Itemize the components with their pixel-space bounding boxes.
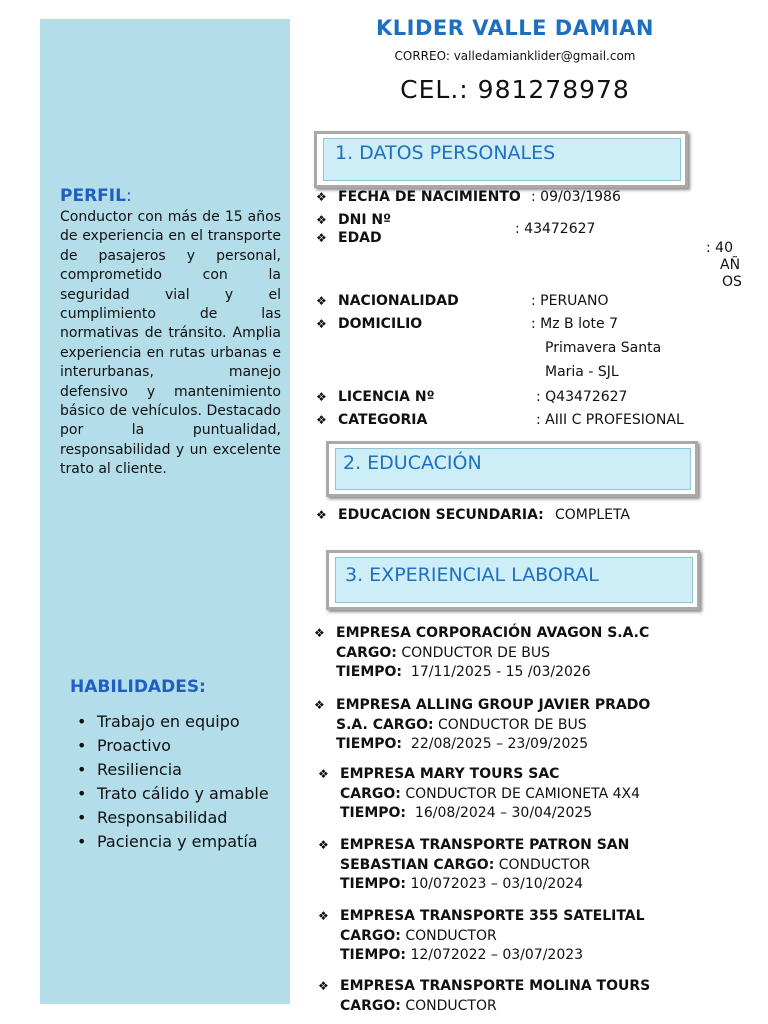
empresa-name: EMPRESA TRANSPORTE MOLINA TOURS (340, 978, 651, 994)
experience-item (318, 977, 651, 1016)
section-experiencia (326, 550, 700, 610)
bullet-icon: ❖ (318, 979, 329, 993)
bullet-icon: ❖ (316, 317, 327, 331)
habilidad-item: • Paciencia y empatía (75, 832, 297, 852)
tiempo-value: 17/11/2025 - 15 /03/2026 (410, 664, 591, 680)
bullet-icon: ❖ (316, 231, 327, 245)
habilidad-item: • Responsabilidad (75, 808, 297, 828)
educacion-label: EDUCACION SECUNDARIA: (338, 507, 544, 523)
cargo-label: CARGO: (336, 644, 397, 661)
empresa-cargo-label: SEBASTIAN CARGO: (340, 856, 495, 873)
section-title: 3. EXPERIENCIAL LABORAL (345, 564, 599, 586)
edad-value-line2: AÑ (720, 257, 741, 273)
email-line: CORREO: valledamianklider@gmail.com (394, 49, 636, 63)
dni-label: DNI Nº (338, 212, 392, 228)
tiempo-value: 22/08/2025 – 23/09/2025 (410, 736, 589, 752)
bullet-icon: ❖ (316, 190, 327, 204)
fecha-value: : 09/03/1986 (531, 189, 621, 205)
habilidad-item: • Resiliencia (75, 760, 297, 780)
habilidades-heading: HABILIDADES: (70, 677, 206, 697)
domicilio-value: : Mz B lote 7 (531, 316, 619, 332)
empresa-name: EMPRESA TRANSPORTE 355 SATELITAL (340, 908, 645, 924)
section-title: 1. DATOS PERSONALES (335, 142, 556, 164)
categoria-label: CATEGORIA (338, 412, 428, 428)
bullet-icon: ❖ (316, 294, 327, 308)
habilidad-item: • Trato cálido y amable (75, 784, 297, 804)
empresa-cargo-label: S.A. CARGO: (336, 716, 434, 733)
domicilio-label: DOMICILIO (338, 316, 423, 332)
perfil-heading (60, 186, 132, 206)
educacion-value: COMPLETA (555, 507, 631, 523)
perfil-colon: : (125, 186, 132, 206)
tiempo-value: 10/072023 – 03/10/2024 (410, 876, 584, 892)
candidate-name: KLIDER VALLE DAMIAN (376, 16, 654, 40)
cargo-value: CONDUCTOR DE BUS (401, 644, 550, 661)
tiempo-label: TIEMPO: (340, 805, 407, 821)
tiempo-value: 16/08/2024 – 30/04/2025 (414, 805, 593, 821)
licencia-value: : Q43472627 (536, 389, 628, 405)
tiempo-label: TIEMPO: (340, 947, 407, 963)
section-datos-personales (314, 131, 688, 188)
cargo-label: CARGO: (340, 785, 401, 802)
section-title: 2. EDUCACIÓN (343, 452, 482, 474)
perfil-text: Conductor con más de 15 años de experiencia en el transporte de pasajeros y personal, comprometido con la seguridad vial y el cumplimiento de las normativas de tránsito. Amplia experiencia en rutas urbanas e interurbanas, manejo defensivo y mantenimiento básico de vehículos. Destacado por la puntualidad, responsabilidad y un excelente trato al cliente. (60, 209, 281, 478)
tiempo-label: TIEMPO: (336, 664, 403, 680)
bullet-icon: ❖ (316, 390, 327, 404)
empresa-name: EMPRESA ALLING GROUP JAVIER PRADO (336, 697, 651, 713)
habilidad-item: • Trabajo en equipo (75, 712, 297, 732)
tiempo-label: TIEMPO: (336, 736, 403, 752)
perfil-title-text: PERFIL (60, 186, 126, 206)
phone-line: CEL.: 981278978 (400, 75, 630, 104)
experience-item (314, 696, 651, 755)
domicilio-value-line2: Primavera Santa (545, 340, 662, 356)
empresa-name: EMPRESA TRANSPORTE PATRON SAN (340, 837, 630, 853)
cargo-value: CONDUCTOR (405, 927, 497, 944)
empresa-name: EMPRESA CORPORACIÓN AVAGON S.A.C (336, 625, 650, 641)
edad-label: EDAD (338, 230, 382, 246)
habilidad-item: • Proactivo (75, 736, 297, 756)
cargo-label: CARGO: (340, 997, 401, 1014)
bullet-icon: ❖ (314, 626, 325, 640)
experience-item (318, 907, 645, 966)
cargo-value: CONDUCTOR (405, 997, 497, 1014)
experience-item (318, 765, 641, 824)
tiempo-label: TIEMPO: (340, 876, 407, 892)
domicilio-value-line3: Maria - SJL (545, 364, 619, 380)
bullet-icon: ❖ (316, 413, 327, 427)
cargo-value: CONDUCTOR DE CAMIONETA 4X4 (405, 785, 641, 802)
experience-item (314, 624, 650, 683)
sidebar-panel (40, 19, 290, 1004)
edad-value: : 40 (706, 240, 733, 256)
experience-item (318, 836, 630, 895)
bullet-icon: ❖ (318, 838, 329, 852)
nacionalidad-value: : PERUANO (531, 293, 609, 309)
empresa-name: EMPRESA MARY TOURS SAC (340, 766, 560, 782)
nacionalidad-label: NACIONALIDAD (338, 293, 459, 309)
bullet-icon: ❖ (318, 909, 329, 923)
dni-value: : 43472627 (515, 221, 596, 237)
licencia-label: LICENCIA Nº (338, 389, 435, 405)
cargo-value: CONDUCTOR (498, 856, 591, 873)
tiempo-value: 12/072022 – 03/07/2023 (410, 947, 584, 963)
cargo-label: CARGO: (340, 927, 401, 944)
cargo-value: CONDUCTOR DE BUS (438, 716, 587, 733)
categoria-value: : AIII C PROFESIONAL (536, 412, 684, 428)
bullet-icon: ❖ (314, 698, 325, 712)
edad-value-line3: OS (722, 274, 742, 290)
section-educacion (326, 441, 698, 497)
habilidades-list (75, 712, 297, 856)
bullet-icon: ❖ (318, 767, 329, 781)
bullet-icon: ❖ (316, 213, 327, 227)
fecha-label: FECHA DE NACIMIENTO (338, 189, 521, 205)
bullet-icon: ❖ (316, 508, 327, 522)
